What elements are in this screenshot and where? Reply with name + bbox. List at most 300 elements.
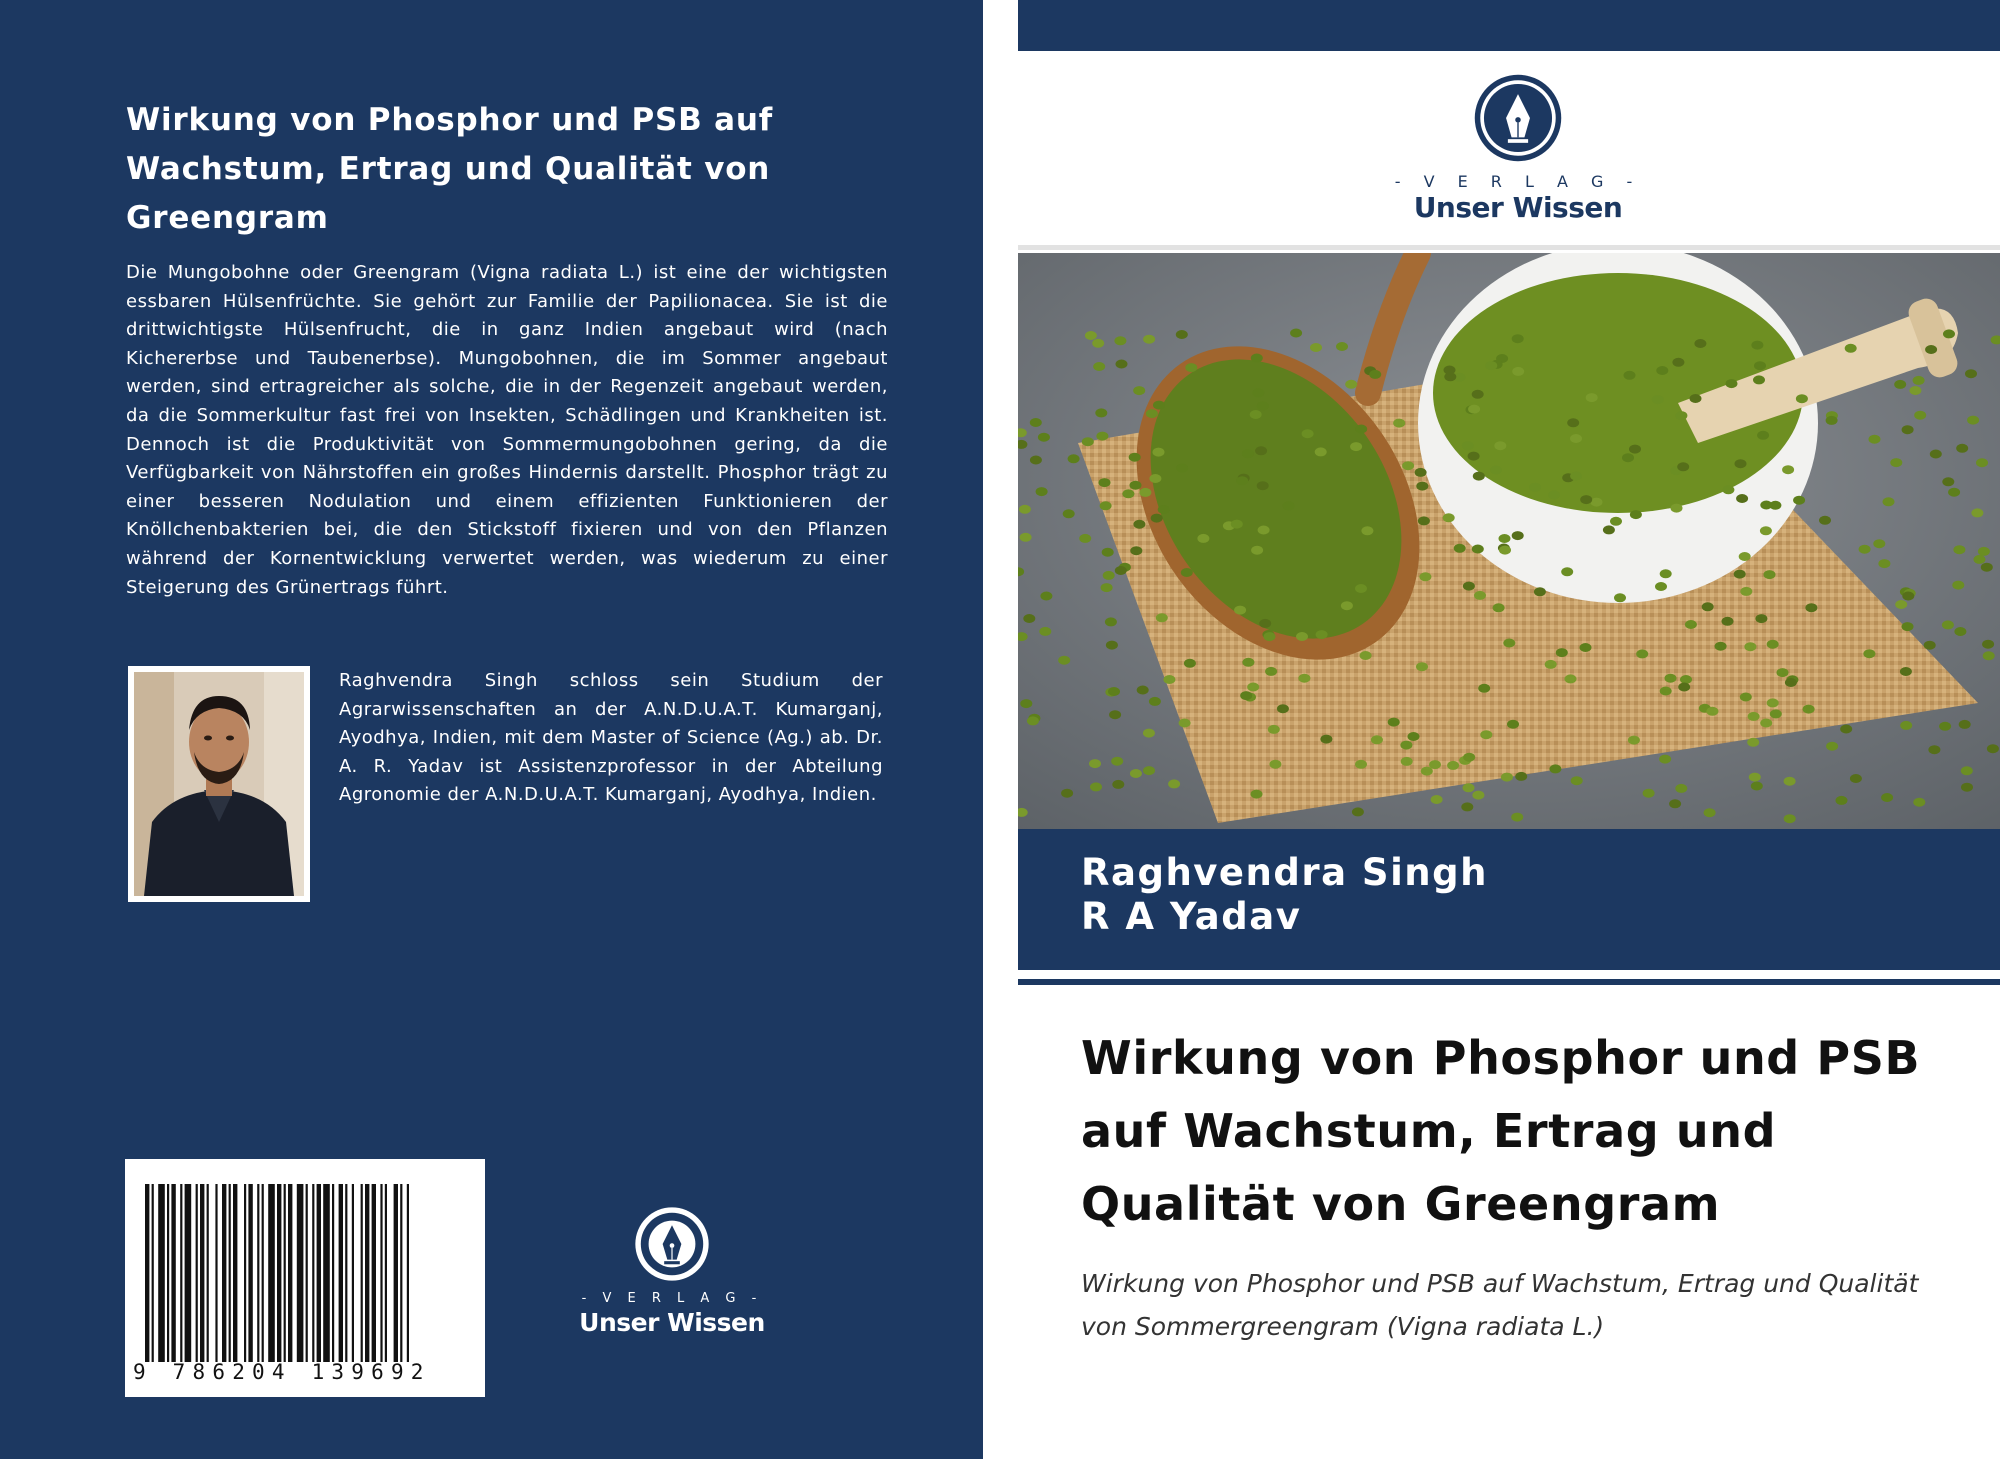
front-divider-top	[1018, 245, 2000, 250]
bean	[1591, 498, 1603, 507]
bean	[1580, 643, 1592, 652]
bean	[1149, 474, 1161, 483]
front-cover-subtitle: Wirkung von Phosphor und PSB auf Wachstum, Ertrag und Qualität von Sommergreengram (Vigna radiata L.)	[1081, 1269, 1919, 1341]
barcode-bar	[180, 1184, 182, 1362]
barcode-bar	[407, 1184, 409, 1362]
bean	[1501, 773, 1513, 782]
bean	[1130, 769, 1142, 778]
bean	[1978, 547, 1990, 556]
bean	[1092, 339, 1104, 348]
bean	[1753, 375, 1765, 384]
bean	[1675, 784, 1687, 793]
bean	[1474, 591, 1486, 600]
bean	[1567, 418, 1579, 427]
back-publisher-verlag: - V E R L A G -	[581, 1291, 763, 1306]
bean	[1678, 683, 1690, 692]
bean	[1982, 640, 1994, 649]
back-cover	[0, 0, 983, 1459]
bean	[1751, 782, 1763, 791]
bean	[1913, 376, 1925, 385]
bean	[1900, 667, 1912, 676]
author-band	[1018, 829, 2000, 970]
bean	[1704, 808, 1716, 817]
bean	[1967, 416, 1979, 425]
bean	[1480, 730, 1492, 739]
bean	[1981, 563, 1993, 572]
bean	[1767, 698, 1779, 707]
bean	[1784, 814, 1796, 823]
bean	[1250, 410, 1262, 419]
bean	[1252, 388, 1264, 397]
bean	[1959, 720, 1971, 729]
bean	[1726, 379, 1738, 388]
bean	[1622, 453, 1634, 462]
bean	[1259, 619, 1271, 628]
bean	[1511, 813, 1523, 822]
bean	[1702, 602, 1714, 611]
bean	[1764, 570, 1776, 579]
bean	[1242, 658, 1254, 667]
bean	[1803, 705, 1815, 714]
bean	[1416, 482, 1428, 491]
barcode-bar	[312, 1184, 314, 1362]
bean	[1472, 791, 1484, 800]
bean	[1265, 667, 1277, 676]
bean	[1093, 362, 1105, 371]
isbn-barcode	[125, 1159, 485, 1397]
barcode-bar	[323, 1184, 330, 1362]
bean	[1747, 738, 1759, 747]
bean	[1770, 709, 1782, 718]
bean	[1242, 449, 1254, 458]
bean	[1112, 780, 1124, 789]
bean	[1264, 632, 1276, 641]
bean	[1954, 627, 1966, 636]
bean	[1570, 472, 1582, 481]
bean	[1156, 613, 1168, 622]
bean	[1345, 380, 1357, 389]
bean	[1063, 509, 1075, 518]
barcode-bar	[233, 1184, 237, 1362]
bean	[1925, 345, 1937, 354]
bean	[1247, 683, 1259, 692]
barcode-bar	[365, 1184, 369, 1362]
bean	[1258, 526, 1270, 535]
bean	[1251, 546, 1263, 555]
bean	[1952, 581, 1964, 590]
bean	[1122, 489, 1134, 498]
bean	[1108, 687, 1120, 696]
bean	[1153, 448, 1165, 457]
bean	[1153, 401, 1165, 410]
bean	[1454, 544, 1466, 553]
bean	[1902, 622, 1914, 631]
bean	[1643, 789, 1655, 798]
bean	[1240, 691, 1252, 700]
barcode-bar	[394, 1184, 398, 1362]
bean	[1793, 496, 1805, 505]
front-top-bar	[1018, 0, 2000, 51]
bean	[1881, 793, 1893, 802]
bean	[1983, 651, 1995, 660]
bean	[1739, 552, 1751, 561]
barcode-bar	[185, 1184, 192, 1362]
bean	[1181, 568, 1193, 577]
bean	[1231, 520, 1243, 529]
bean	[1257, 401, 1269, 410]
bean	[1943, 329, 1955, 338]
bean	[1499, 534, 1511, 543]
bean	[1740, 693, 1752, 702]
bean	[1109, 710, 1121, 719]
bean	[1255, 446, 1267, 455]
bean	[1675, 411, 1687, 420]
bean	[1883, 497, 1895, 506]
bean	[1137, 686, 1149, 695]
bean	[1873, 539, 1885, 548]
bean	[1869, 435, 1881, 444]
bean	[1490, 466, 1502, 475]
barcode-bar	[222, 1184, 226, 1362]
bean	[1493, 603, 1505, 612]
bean	[1777, 668, 1789, 677]
front-divider-bottom	[1018, 979, 2000, 985]
bean	[1669, 799, 1681, 808]
front-publisher-name: Unser Wissen	[1413, 191, 1623, 224]
bean	[1961, 783, 1973, 792]
barcode-bar	[215, 1184, 217, 1362]
bean	[1431, 795, 1443, 804]
bean	[1462, 441, 1474, 450]
bean	[1463, 783, 1475, 792]
bean	[1878, 559, 1890, 568]
bean	[1472, 545, 1484, 554]
bean	[1463, 753, 1475, 762]
barcode-bar	[145, 1184, 149, 1362]
bean	[1690, 394, 1702, 403]
bean	[1234, 606, 1246, 615]
bean	[1494, 441, 1506, 450]
mung-beans-image	[1018, 253, 2000, 829]
bean	[1416, 662, 1428, 671]
bean	[1734, 570, 1746, 579]
bean	[1819, 516, 1831, 525]
bean	[1468, 405, 1480, 414]
bean	[1168, 779, 1180, 788]
bean	[1369, 370, 1381, 379]
back-publisher-name: Unser Wissen	[579, 1308, 765, 1337]
bean	[1840, 725, 1852, 734]
bean	[1415, 468, 1427, 477]
front-cover-title: Wirkung von Phosphor und PSB auf Wachstum, Ertrag und Qualität von Greengram	[1081, 1031, 1921, 1231]
bean	[1706, 707, 1718, 716]
bean	[1939, 722, 1951, 731]
bean	[1061, 789, 1073, 798]
bean	[1863, 649, 1875, 658]
bean	[1444, 366, 1456, 375]
barcode-bar	[277, 1184, 281, 1362]
bean	[1269, 760, 1281, 769]
bean	[1176, 464, 1188, 473]
bean	[1902, 592, 1914, 601]
back-publisher-logo	[560, 1205, 784, 1345]
bean	[1748, 712, 1760, 721]
bean	[1393, 419, 1405, 428]
bean	[1036, 487, 1048, 496]
bean	[1058, 656, 1070, 665]
bean	[1236, 476, 1248, 485]
author-bio: Raghvendra Singh schloss sein Studium der Agrarwissenschaften an der A.N.D.U.A.T. Kumarganj, Ayodhya, Indien, mit dem Master of Science (Ag.) ab. Dr. A. R. Yadav ist Assistenzprofessor in der Abteilung Agronomie der A.N.D.U.A.T. Kumarganj, Ayodhya, Indien.	[339, 670, 883, 806]
bean	[1429, 760, 1441, 769]
bean	[1350, 442, 1362, 451]
bean	[1715, 642, 1727, 651]
bean	[1971, 508, 1983, 517]
bean	[1740, 587, 1752, 596]
bean	[1095, 408, 1107, 417]
bean	[1659, 755, 1671, 764]
bean	[1197, 534, 1209, 543]
bean	[1102, 548, 1114, 557]
bean	[1629, 445, 1641, 454]
front-publisher-verlag: - V E R L A G -	[1394, 172, 1642, 191]
author-name-1: Raghvendra Singh	[1081, 851, 1488, 894]
bean	[1176, 330, 1188, 339]
bean	[1130, 546, 1142, 555]
bean	[1499, 546, 1511, 555]
bean	[1352, 807, 1364, 816]
barcode-bar	[207, 1184, 209, 1362]
bean	[1624, 371, 1636, 380]
bean	[1068, 454, 1080, 463]
bean	[1143, 335, 1155, 344]
bean	[1665, 674, 1677, 683]
bean	[1529, 483, 1541, 492]
bean	[1845, 344, 1857, 353]
back-cover-blurb: Die Mungobohne oder Greengram (Vigna radiata L.) ist eine der wichtigsten essbaren Hülsenfrüchte. Sie gehört zur Familie der Papilionacea. Sie ist die drittwichtigste Hülsenfrucht, die in ganz Indien angebaut wird (nach Kichererbse und Taubenerbse). Mungobohnen, die im Sommer angebaut werden, sind ertragreicher als solche, die in der Regenzeit angebaut werden, da die Sommerkultur fast frei von Insekten, Schädlingen und Krankheiten ist. Dennoch ist die Produktivität von Sommermungobohnen gering, da die Verfügbarkeit von Nährstoffen ein großes Hindernis darstellt. Phosphor trägt zu einer besseren Nodulation und einem effizienten Funktionieren der Knöllchenbakterien bei, die den Stickstoff fixieren und von den Pflanzen während der Kornentwicklung verwertet werden, was wiederum zu einer Steigerung des Grünertrags führt.	[126, 262, 888, 598]
bean	[1784, 777, 1796, 786]
bean	[1315, 447, 1327, 456]
barcode-bar	[385, 1184, 387, 1362]
bean	[1782, 465, 1794, 474]
bean	[1371, 735, 1383, 744]
barcode-bar	[297, 1184, 304, 1362]
bean	[1361, 526, 1373, 535]
bean	[1355, 584, 1367, 593]
barcode-bar	[196, 1184, 198, 1362]
bean	[1038, 433, 1050, 442]
bean	[1027, 716, 1039, 725]
barcode-bar	[380, 1184, 382, 1362]
bean	[1556, 648, 1568, 657]
bean	[1672, 358, 1684, 367]
author-portrait	[128, 666, 310, 902]
bean	[1447, 761, 1459, 770]
bean	[1757, 431, 1769, 440]
bean	[1850, 774, 1862, 783]
bean	[1928, 745, 1940, 754]
bean	[1030, 418, 1042, 427]
barcode-bar	[332, 1184, 334, 1362]
bean	[1671, 504, 1683, 513]
bean	[1030, 456, 1042, 465]
bean	[1656, 366, 1668, 375]
bean	[1099, 478, 1111, 487]
bean	[1836, 796, 1848, 805]
bean	[1755, 614, 1767, 623]
bean	[1580, 495, 1592, 504]
bean	[1149, 697, 1161, 706]
bean	[1023, 614, 1035, 623]
bean	[1614, 593, 1626, 602]
bean	[1268, 725, 1280, 734]
barcode-bar	[361, 1184, 363, 1362]
bean	[1859, 545, 1871, 554]
barcode-bar	[284, 1184, 286, 1362]
barcode-bar	[244, 1184, 246, 1362]
bean	[1924, 641, 1936, 650]
author-portrait-image	[134, 672, 304, 896]
bean	[1549, 764, 1561, 773]
bean	[1953, 545, 1965, 554]
bean	[1744, 642, 1756, 651]
bean	[1320, 735, 1332, 744]
bean	[1115, 566, 1127, 575]
bean	[1913, 798, 1925, 807]
bean	[1603, 525, 1615, 534]
bean	[1805, 603, 1817, 612]
bean	[1736, 494, 1748, 503]
bean	[1571, 776, 1583, 785]
bean	[1760, 526, 1772, 535]
bean	[1660, 569, 1672, 578]
bean	[1902, 425, 1914, 434]
bean	[1652, 395, 1664, 404]
barcode-bar	[400, 1184, 402, 1362]
bean	[1085, 331, 1097, 340]
bean	[1570, 434, 1582, 443]
bean	[1965, 369, 1977, 378]
bean	[1796, 394, 1808, 403]
front-publisher-logo	[1348, 72, 1688, 222]
author-name-2: R A Yadav	[1081, 895, 1302, 938]
front-cover	[1018, 0, 2000, 1459]
bean	[1890, 458, 1902, 467]
bean	[1636, 649, 1648, 658]
barcode-bar	[171, 1184, 175, 1362]
bean	[1020, 699, 1032, 708]
barcode-bar	[257, 1184, 259, 1362]
barcode-bar	[167, 1184, 169, 1362]
bean	[1515, 772, 1527, 781]
bean	[1105, 617, 1117, 626]
bean	[1485, 361, 1497, 370]
bean	[1408, 732, 1420, 741]
bean	[1468, 452, 1480, 461]
bean	[1151, 514, 1163, 523]
bean	[1512, 334, 1524, 343]
bean	[1179, 719, 1191, 728]
isbn-number: 9 786204 139692	[133, 1360, 431, 1384]
bean	[1388, 718, 1400, 727]
bean	[1298, 674, 1310, 683]
bean	[1507, 720, 1519, 729]
back-cover-title: Wirkung von Phosphor und PSB auf Wachstum, Ertrag und Qualität von Greengram	[126, 102, 774, 236]
bean	[1677, 462, 1689, 471]
bean	[1114, 336, 1126, 345]
bean	[1040, 592, 1052, 601]
bean	[1336, 342, 1348, 351]
bean	[1512, 531, 1524, 540]
bean	[1143, 766, 1155, 775]
barcode-bar	[200, 1184, 204, 1362]
barcode-bar	[268, 1184, 275, 1362]
bean	[1610, 517, 1622, 526]
bean	[1680, 675, 1692, 684]
bean	[1976, 458, 1988, 467]
bean	[1895, 600, 1907, 609]
bean	[1146, 409, 1158, 418]
bean	[1900, 721, 1912, 730]
bean	[1020, 533, 1032, 542]
bean	[1296, 632, 1308, 641]
bean	[1079, 534, 1091, 543]
bean	[1039, 627, 1051, 636]
barcode-bar	[288, 1184, 292, 1362]
bean	[1355, 425, 1367, 434]
bean	[1400, 741, 1412, 750]
bean	[1961, 766, 1973, 775]
bean	[1133, 386, 1145, 395]
bean	[1316, 630, 1328, 639]
bean	[1111, 757, 1123, 766]
bean	[1565, 674, 1577, 683]
bean	[1660, 687, 1672, 696]
bean	[1133, 520, 1145, 529]
bean	[1461, 802, 1473, 811]
bean	[1685, 620, 1697, 629]
bean	[1184, 659, 1196, 668]
bean	[1082, 437, 1094, 446]
bean	[1418, 516, 1430, 525]
bean	[1760, 719, 1772, 728]
bean	[1101, 583, 1113, 592]
bean	[1909, 386, 1921, 395]
bean	[1463, 582, 1475, 591]
bean	[1942, 477, 1954, 486]
bean	[1561, 567, 1573, 576]
bean	[1749, 773, 1761, 782]
bean	[1302, 429, 1314, 438]
barcode-bar	[248, 1184, 252, 1362]
bean	[1948, 488, 1960, 497]
bean	[1355, 760, 1367, 769]
barcode-bar	[152, 1184, 154, 1362]
barcode-bar	[229, 1184, 231, 1362]
bean	[1257, 481, 1269, 490]
bean	[1694, 339, 1706, 348]
fountain-pen-nib-icon	[633, 1205, 711, 1283]
bean	[1548, 490, 1560, 499]
bean	[1116, 360, 1128, 369]
bean	[1473, 472, 1485, 481]
bean	[1630, 510, 1642, 519]
barcode-bar	[158, 1184, 165, 1362]
spine	[983, 0, 1018, 1459]
bean	[1185, 363, 1197, 372]
bean	[1754, 361, 1766, 370]
barcode-bar	[352, 1184, 354, 1362]
bean	[1722, 485, 1734, 494]
